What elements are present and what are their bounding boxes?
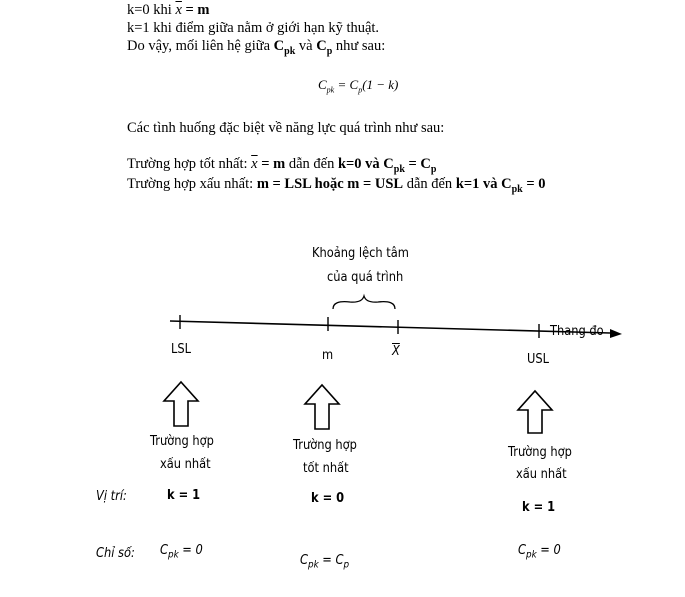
line5-sub: pk: [393, 163, 405, 175]
line5-bold: k=0 và C: [337, 156, 394, 172]
k-value-lsl: k = 1: [167, 488, 201, 503]
xbar-symbol-2: $\overline{x}$: [251, 156, 258, 172]
line3-and: và: [295, 38, 317, 54]
cpk-usl-symbol: C: [518, 543, 526, 558]
line1-suffix: = m: [181, 2, 210, 18]
label-usl: USL: [527, 352, 550, 367]
line6-end: = 0: [522, 176, 546, 192]
text-line-4: Các tình huống đặc biệt về năng lực quá trình như sau:: [127, 120, 445, 136]
offset-title-1: Khoảng lệch tâm: [312, 246, 409, 261]
line5-prefix: Trường hợp tốt nhất:: [127, 156, 252, 172]
cp-sub: p: [326, 45, 333, 57]
cpk-value-usl: [518, 543, 561, 561]
arrow-up-lsl-icon: [164, 382, 198, 426]
case-best-2: tốt nhất: [303, 461, 349, 476]
row-label-position: Vị trí:: [96, 489, 127, 504]
scale-arrowhead: [610, 329, 622, 338]
offset-title-2: của quá trình: [327, 270, 404, 285]
cpk-usl-sub: pk: [525, 549, 537, 561]
arrow-up-usl-icon: [518, 391, 552, 433]
line6-mid: dẫn đến: [403, 176, 456, 192]
cpk-usl-val: = 0: [536, 543, 561, 558]
k-value-m: k = 0: [311, 491, 345, 506]
line6-bold2: k=1 và C: [455, 176, 512, 192]
label-m: m: [322, 348, 334, 363]
cpk-lsl-symbol: C: [160, 543, 168, 558]
cpk-value-lsl: [160, 543, 203, 561]
case-worst-right-1: Trường hợp: [508, 445, 572, 460]
k-value-usl: k = 1: [522, 500, 556, 515]
arrow-up-m-icon: [305, 385, 339, 429]
cpk-lsl-val: = 0: [178, 543, 203, 558]
cpk-value-m: [300, 553, 349, 571]
line6-bold1: m = LSL hoặc m = USL: [256, 176, 404, 192]
label-scale: Thang đo: [550, 324, 604, 339]
cpk-m-val: = C: [318, 553, 344, 568]
case-best-1: Trường hợp: [293, 438, 357, 453]
line5-mid: dẫn đến: [285, 156, 338, 172]
line5-eq: = m: [257, 156, 286, 172]
cpk-m-val-sub: p: [343, 559, 350, 571]
offset-brace: [333, 296, 395, 309]
cpk-m-symbol: C: [300, 553, 308, 568]
case-worst-right-2: xấu nhất: [516, 467, 567, 482]
label-xbar: $\overline{X}$: [392, 344, 400, 359]
label-lsl: LSL: [171, 342, 192, 357]
line6-prefix: Trường hợp xấu nhất:: [127, 176, 257, 192]
cpk-lsl-sub: pk: [167, 549, 179, 561]
line3-suffix: như sau:: [332, 38, 386, 54]
case-worst-left-2: xấu nhất: [160, 457, 211, 472]
case-worst-left-1: Trường hợp: [150, 434, 214, 449]
cp-symbol: C: [316, 38, 327, 54]
cpk-sub: pk: [284, 45, 296, 57]
scale-line: [170, 321, 610, 333]
line5-end: = C: [404, 156, 431, 172]
line5-end-sub: p: [430, 163, 437, 175]
xbar-symbol: $\overline{x}$: [175, 2, 182, 18]
line3-prefix: Do vậy, mối liên hệ giữa: [127, 38, 274, 54]
line1-prefix: k=0 khi: [127, 2, 176, 18]
formula: $C_{pk} = C_p(1 - k)$: [318, 77, 399, 95]
row-label-index: Chỉ số:: [96, 546, 135, 561]
text-line-2: k=1 khi điểm giữa nằm ở giới hạn kỹ thuật.: [127, 20, 380, 36]
cpk-m-sub: pk: [307, 559, 319, 571]
line6-sub: pk: [511, 183, 523, 195]
cpk-symbol: C: [273, 38, 285, 54]
